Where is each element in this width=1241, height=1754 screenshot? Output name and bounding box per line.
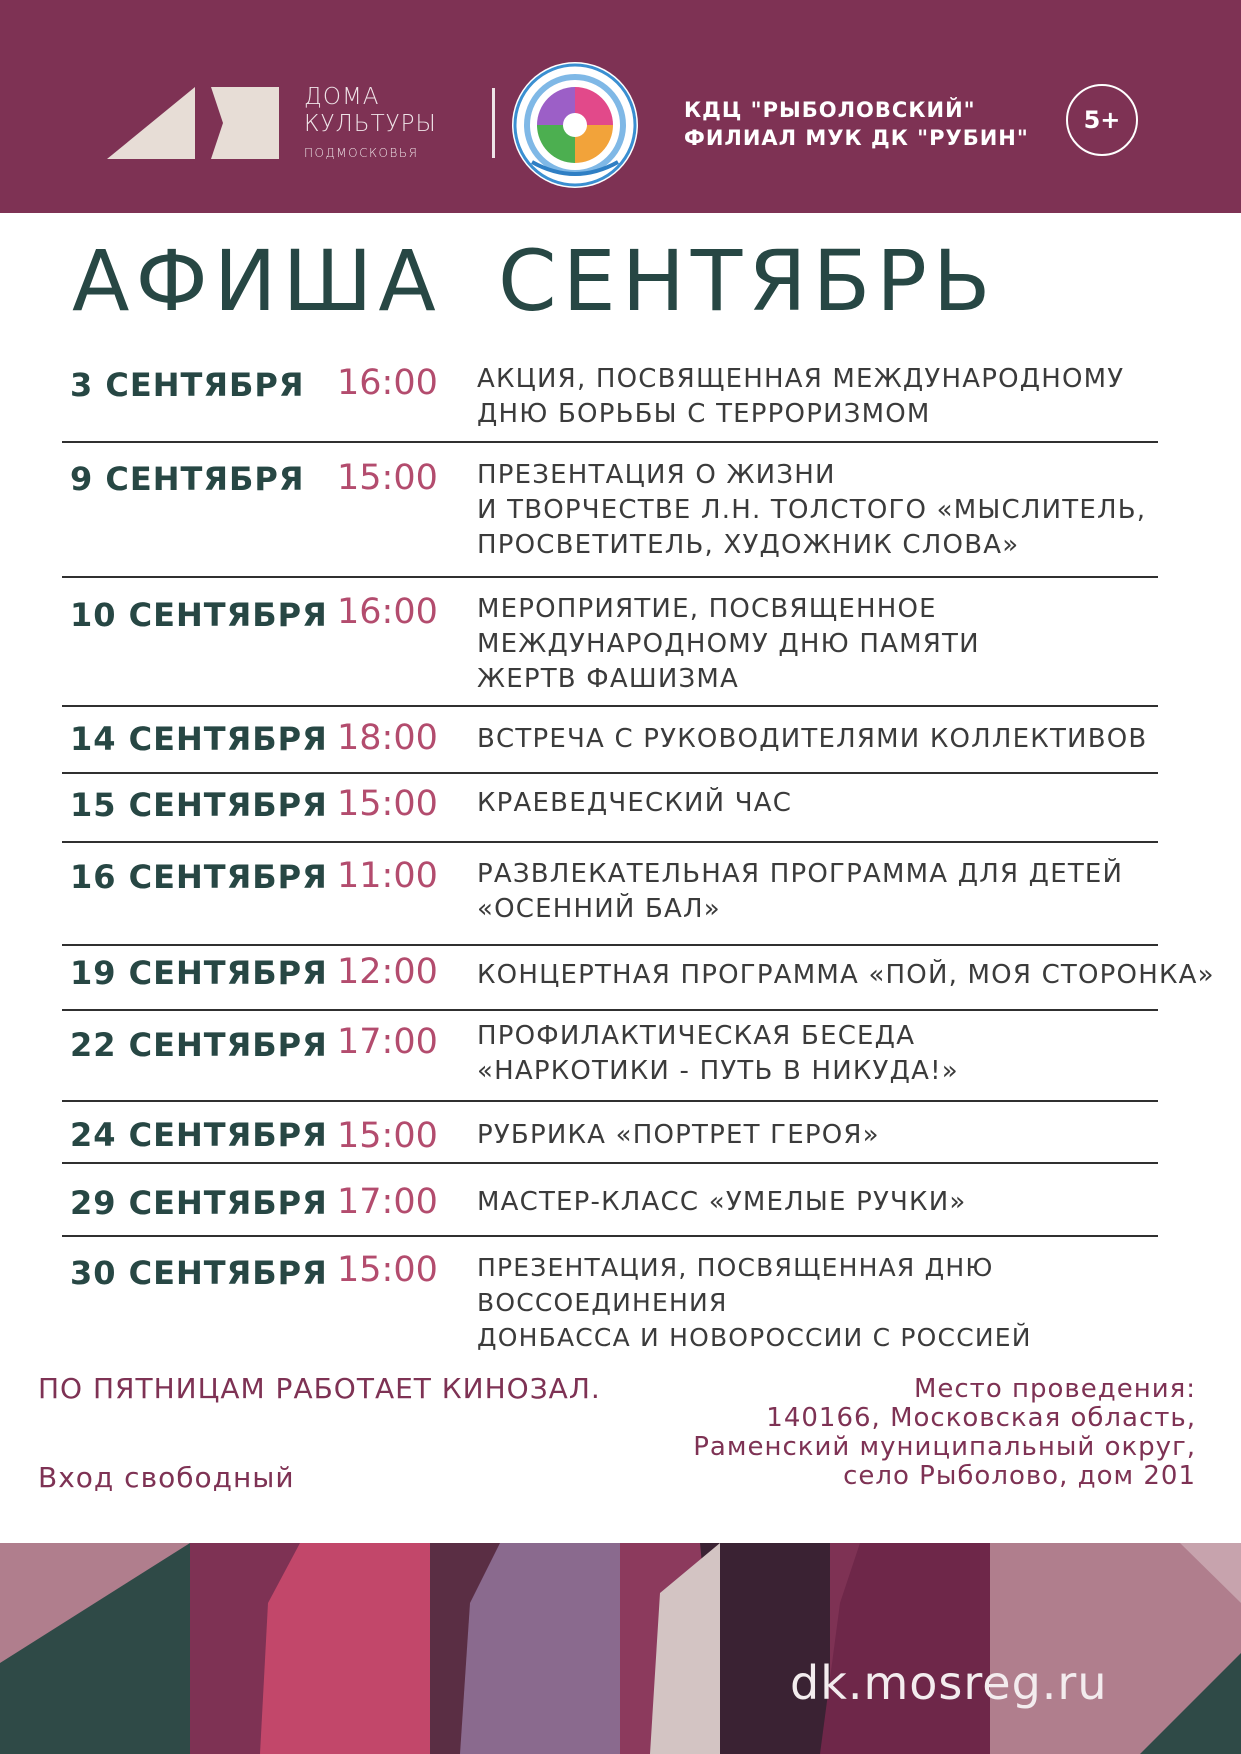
venue-address — [693, 1375, 1196, 1491]
event-time: 16:00 — [337, 363, 438, 403]
org-name-line1: ДОМА — [304, 84, 380, 110]
row-divider — [62, 1100, 1158, 1102]
event-time: 18:00 — [337, 718, 438, 758]
row-divider — [62, 1009, 1158, 1011]
event-time: 15:00 — [337, 784, 438, 824]
emblem-icon — [512, 62, 638, 188]
org-name-line2: КУЛЬТУРЫ — [304, 111, 437, 137]
row-divider — [62, 1162, 1158, 1164]
event-description: МАСТЕР-КЛАСС «УМЕЛЫЕ РУЧКИ» — [477, 1187, 967, 1217]
event-description: МЕРОПРИЯТИЕ, ПОСВЯЩЕННОЕ МЕЖДУНАРОДНОМУ ДНЮ ПАМЯТИ ЖЕРТВ ФАШИЗМА — [477, 594, 980, 694]
row-divider — [62, 944, 1158, 946]
poster-title: АФИША — [72, 232, 442, 330]
venue-label: Место проведения: — [913, 1374, 1196, 1404]
row-divider — [62, 841, 1158, 843]
row-divider — [62, 441, 1158, 443]
event-date: 9 СЕНТЯБРЯ — [70, 460, 305, 498]
event-time: 15:00 — [337, 1250, 438, 1290]
event-time: 17:00 — [337, 1022, 438, 1062]
event-date: 15 СЕНТЯБРЯ — [70, 786, 328, 824]
event-description: ВСТРЕЧА С РУКОВОДИТЕЛЯМИ КОЛЛЕКТИВОВ — [477, 724, 1148, 754]
event-date: 19 СЕНТЯБРЯ — [70, 954, 328, 992]
footer-pattern — [0, 1543, 1241, 1754]
age-rating-badge: 5+ — [1066, 84, 1138, 156]
event-description: КРАЕВЕДЧЕСКИЙ ЧАС — [477, 788, 793, 818]
website-link[interactable]: dk.mosreg.ru — [790, 1656, 1108, 1710]
cinema-note: ПО ПЯТНИЦАМ РАБОТАЕТ КИНОЗАЛ. — [38, 1372, 601, 1405]
row-divider — [62, 1235, 1158, 1237]
header-banner — [0, 0, 1241, 213]
event-description: РАЗВЛЕКАТЕЛЬНАЯ ПРОГРАММА ДЛЯ ДЕТЕЙ «ОСЕННИЙ БАЛ» — [477, 859, 1124, 924]
event-date: 24 СЕНТЯБРЯ — [70, 1116, 328, 1154]
poster-month: СЕНТЯБРЬ — [498, 232, 997, 330]
venue-line1: 140166, Московская область, — [766, 1403, 1196, 1433]
org-name — [304, 84, 437, 160]
event-time: 16:00 — [337, 592, 438, 632]
center-name-line1: КДЦ "РЫБОЛОВСКИЙ" — [684, 98, 976, 122]
event-date: 29 СЕНТЯБРЯ — [70, 1184, 328, 1222]
venue-line2: Раменский муниципальный округ, — [693, 1432, 1196, 1462]
row-divider — [62, 705, 1158, 707]
event-description: ПРЕЗЕНТАЦИЯ, ПОСВЯЩЕННАЯ ДНЮ ВОССОЕДИНЕНИЯ ДОНБАССА И НОВОРОССИИ С РОССИЕЙ — [477, 1253, 1032, 1352]
row-divider — [62, 576, 1158, 578]
dk-logo-icon — [107, 87, 283, 159]
event-time: 15:00 — [337, 458, 438, 498]
row-divider — [62, 772, 1158, 774]
event-time: 11:00 — [337, 856, 438, 896]
header-divider — [492, 88, 495, 158]
free-entry-note: Вход свободный — [38, 1461, 295, 1494]
event-date: 22 СЕНТЯБРЯ — [70, 1026, 328, 1064]
venue-line3: село Рыболово, дом 201 — [843, 1461, 1196, 1491]
event-time: 12:00 — [337, 952, 438, 992]
event-description: КОНЦЕРТНАЯ ПРОГРАММА «ПОЙ, МОЯ СТОРОНКА» — [477, 960, 1215, 990]
event-date: 16 СЕНТЯБРЯ — [70, 858, 328, 896]
event-description: ПРЕЗЕНТАЦИЯ О ЖИЗНИ И ТВОРЧЕСТВЕ Л.Н. ТОЛСТОГО «МЫСЛИТЕЛЬ, ПРОСВЕТИТЕЛЬ, ХУДОЖНИК СЛОВА» — [477, 460, 1147, 560]
event-date: 10 СЕНТЯБРЯ — [70, 596, 328, 634]
org-name-line3: ПОДМОСКОВЬЯ — [304, 146, 419, 160]
event-time: 15:00 — [337, 1116, 438, 1156]
center-name-line2: ФИЛИАЛ МУК ДК "РУБИН" — [684, 126, 1029, 150]
center-name — [684, 96, 1029, 152]
event-date: 3 СЕНТЯБРЯ — [70, 366, 305, 404]
event-date: 14 СЕНТЯБРЯ — [70, 720, 328, 758]
event-description: АКЦИЯ, ПОСВЯЩЕННАЯ МЕЖДУНАРОДНОМУ ДНЮ БОРЬБЫ С ТЕРРОРИЗМОМ — [477, 364, 1125, 429]
event-description: ПРОФИЛАКТИЧЕСКАЯ БЕСЕДА «НАРКОТИКИ - ПУТЬ В НИКУДА!» — [477, 1021, 959, 1086]
event-date: 30 СЕНТЯБРЯ — [70, 1254, 328, 1292]
event-description: РУБРИКА «ПОРТРЕТ ГЕРОЯ» — [477, 1120, 880, 1150]
event-time: 17:00 — [337, 1182, 438, 1222]
